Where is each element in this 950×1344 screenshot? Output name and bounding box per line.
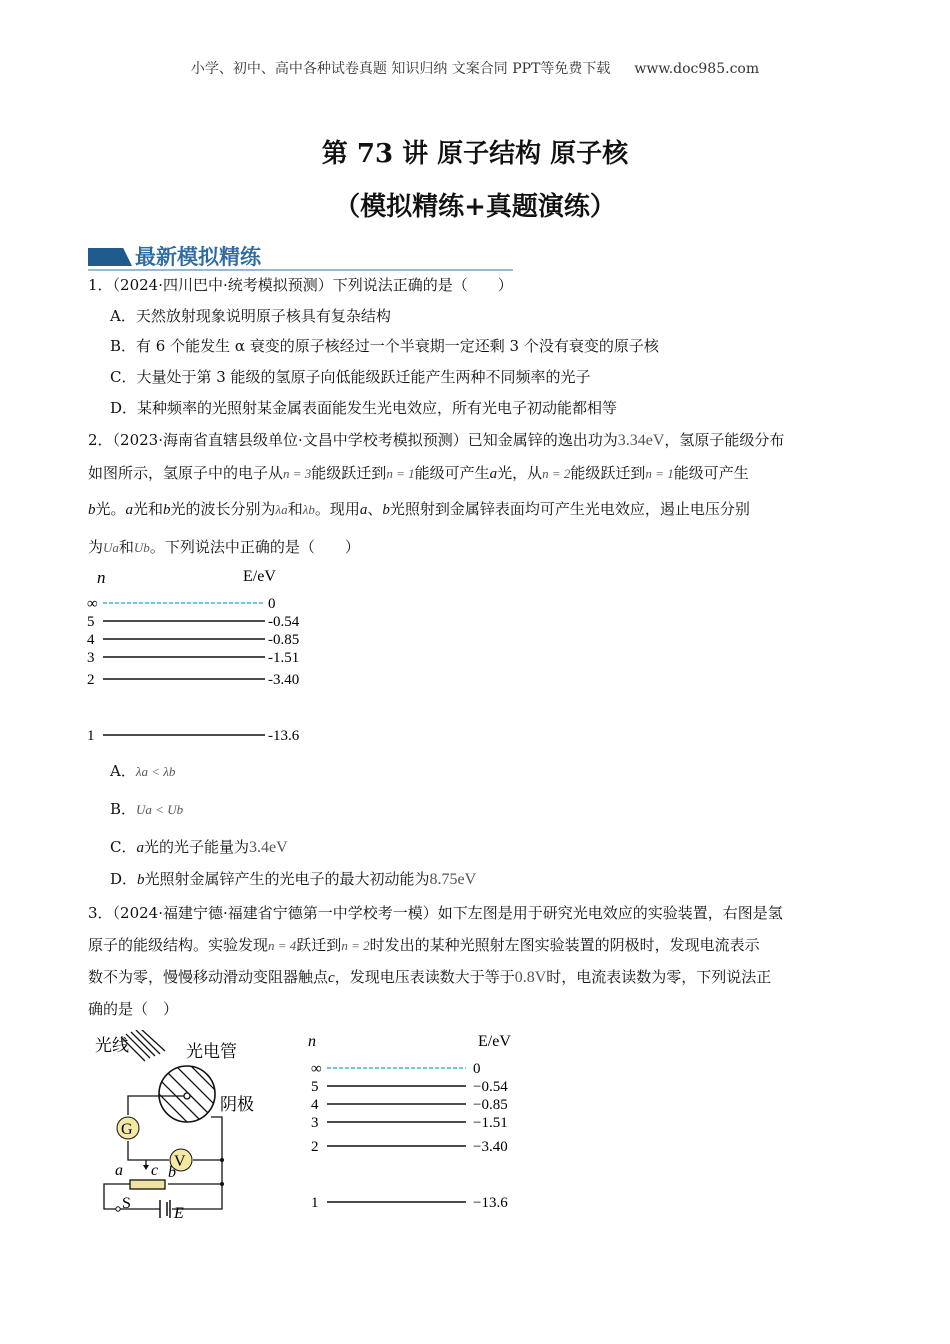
page-title: 第 73 讲 原子结构 原子核 [321,139,629,169]
section-banner [88,241,513,271]
terminal-b-label: b [168,1164,176,1181]
level-energy-label: -0.85 [268,632,300,648]
q3-line2: 原子的能级结构。实验发现n = 4跃迁到n = 2时发出的某种光照射左图实验装置的阴极时，发现电流表示 [88,936,760,954]
n-axis-label: n [97,568,106,587]
q2-option-d: D．b光照射金属锌产生的光电子的最大初动能为8.75eV [110,870,477,888]
n-axis-label: n [308,1033,316,1050]
q2-option-c: C．a光的光子能量为3.4eV [110,838,288,856]
q2-option-a: A．λa < λb [110,762,176,780]
page-subtitle: （模拟精练+真题演练） [334,192,616,222]
level-n-label: 3 [87,650,95,666]
level-energy-label: -3.40 [268,672,300,688]
level-energy-label: -0.54 [268,614,300,630]
level-n-label: 3 [311,1115,319,1131]
photoelectric-circuit-diagram [90,1030,260,1220]
level-n-label: 5 [87,614,95,630]
energy-axis-label: E/eV [243,568,276,585]
phototube-label: 光电管 [186,1042,237,1061]
cathode-label: 阴极 [220,1095,254,1114]
page-header [0,58,950,78]
energy-axis-label: E/eV [478,1033,511,1050]
level-energy-label: 0 [268,596,276,612]
level-energy-label: −13.6 [473,1195,508,1211]
q1-stem: 1．（2024·四川巴中·统考模拟预测）下列说法正确的是（ ） [88,276,513,294]
level-energy-label: -1.51 [268,650,300,666]
level-energy-label: -13.6 [268,728,300,744]
q2-line1: 2．（2023·海南省直辖县级单位·文昌中学校考模拟预测）已知金属锌的逸出功为3.34eV，氢原子能级分布 [88,431,785,449]
energy-level-diagram-1 [80,565,320,750]
q1-option-d: D．某种频率的光照射某金属表面能发生光电效应，所有光电子初动能都相等 [110,399,618,417]
q3-line3: 数不为零，慢慢移动滑动变阻器触点c，发现电压表读数大于等于0.8V时，电流表读数为零，下列说法正 [88,968,772,986]
level-energy-label: −1.51 [473,1115,508,1131]
voltmeter-label: V [174,1153,186,1170]
level-energy-label: −0.85 [473,1097,508,1113]
q2-line3: b光。a光和b光的波长分别为λa和λb。现用a、b光照射到金属锌表面均可产生光电效应，遏止电压分别 [88,500,750,518]
light-label: 光线 [95,1036,129,1055]
energy-level-diagram-2 [300,1030,540,1215]
header-text: 小学、初中、高中各种试卷真题 知识归纳 文案合同 PPT等免费下载 [190,61,611,77]
banner-block [88,248,132,266]
level-n-label: 4 [87,632,95,648]
q2-option-b: B．Ua < Ub [110,800,184,818]
switch-label: S [122,1195,131,1212]
q2-line2: 如图所示，氢原子中的电子从n = 3能级跃迁到n = 1能级可产生a光，从n = 2能级跃迁到n = 1能级可产生 [88,464,749,482]
slider-c-label: c [151,1162,159,1179]
header-url[interactable]: www.doc985.com [634,61,760,77]
level-n-label: 2 [87,672,95,688]
level-n-label: 1 [311,1195,319,1211]
q3-line4: 确的是（ ） [88,1000,179,1018]
q1-option-b: B．有 6 个能发生 α 衰变的原子核经过一个半衰期一定还剩 3 个没有衰变的原子核 [110,337,659,355]
level-n-label: 2 [311,1139,319,1155]
level-n-label: ∞ [311,1061,322,1077]
battery-label: E [174,1205,184,1220]
q2-line4: 为Ua和Ub。下列说法中正确的是（ ） [88,538,360,556]
section-title: 最新模拟精练 [135,245,261,269]
terminal-a-label: a [115,1162,123,1179]
galvanometer-label: G [121,1121,133,1138]
level-n-label: 1 [87,728,95,744]
level-n-label: 5 [311,1079,319,1095]
q1-option-a: A．天然放射现象说明原子核具有复杂结构 [110,307,391,325]
level-energy-label: −3.40 [473,1139,508,1155]
q3-line1: 3．（2024·福建宁德·福建省宁德第一中学校考一模）如下左图是用于研究光电效应的实验装置，右图是氢 [88,904,783,922]
level-energy-label: 0 [473,1061,481,1077]
level-n-label: ∞ [87,596,98,612]
level-energy-label: −0.54 [473,1079,508,1095]
level-n-label: 4 [311,1097,319,1113]
q1-option-c: C．大量处于第 3 能级的氢原子向低能级跃迁能产生两种不同频率的光子 [110,368,591,386]
